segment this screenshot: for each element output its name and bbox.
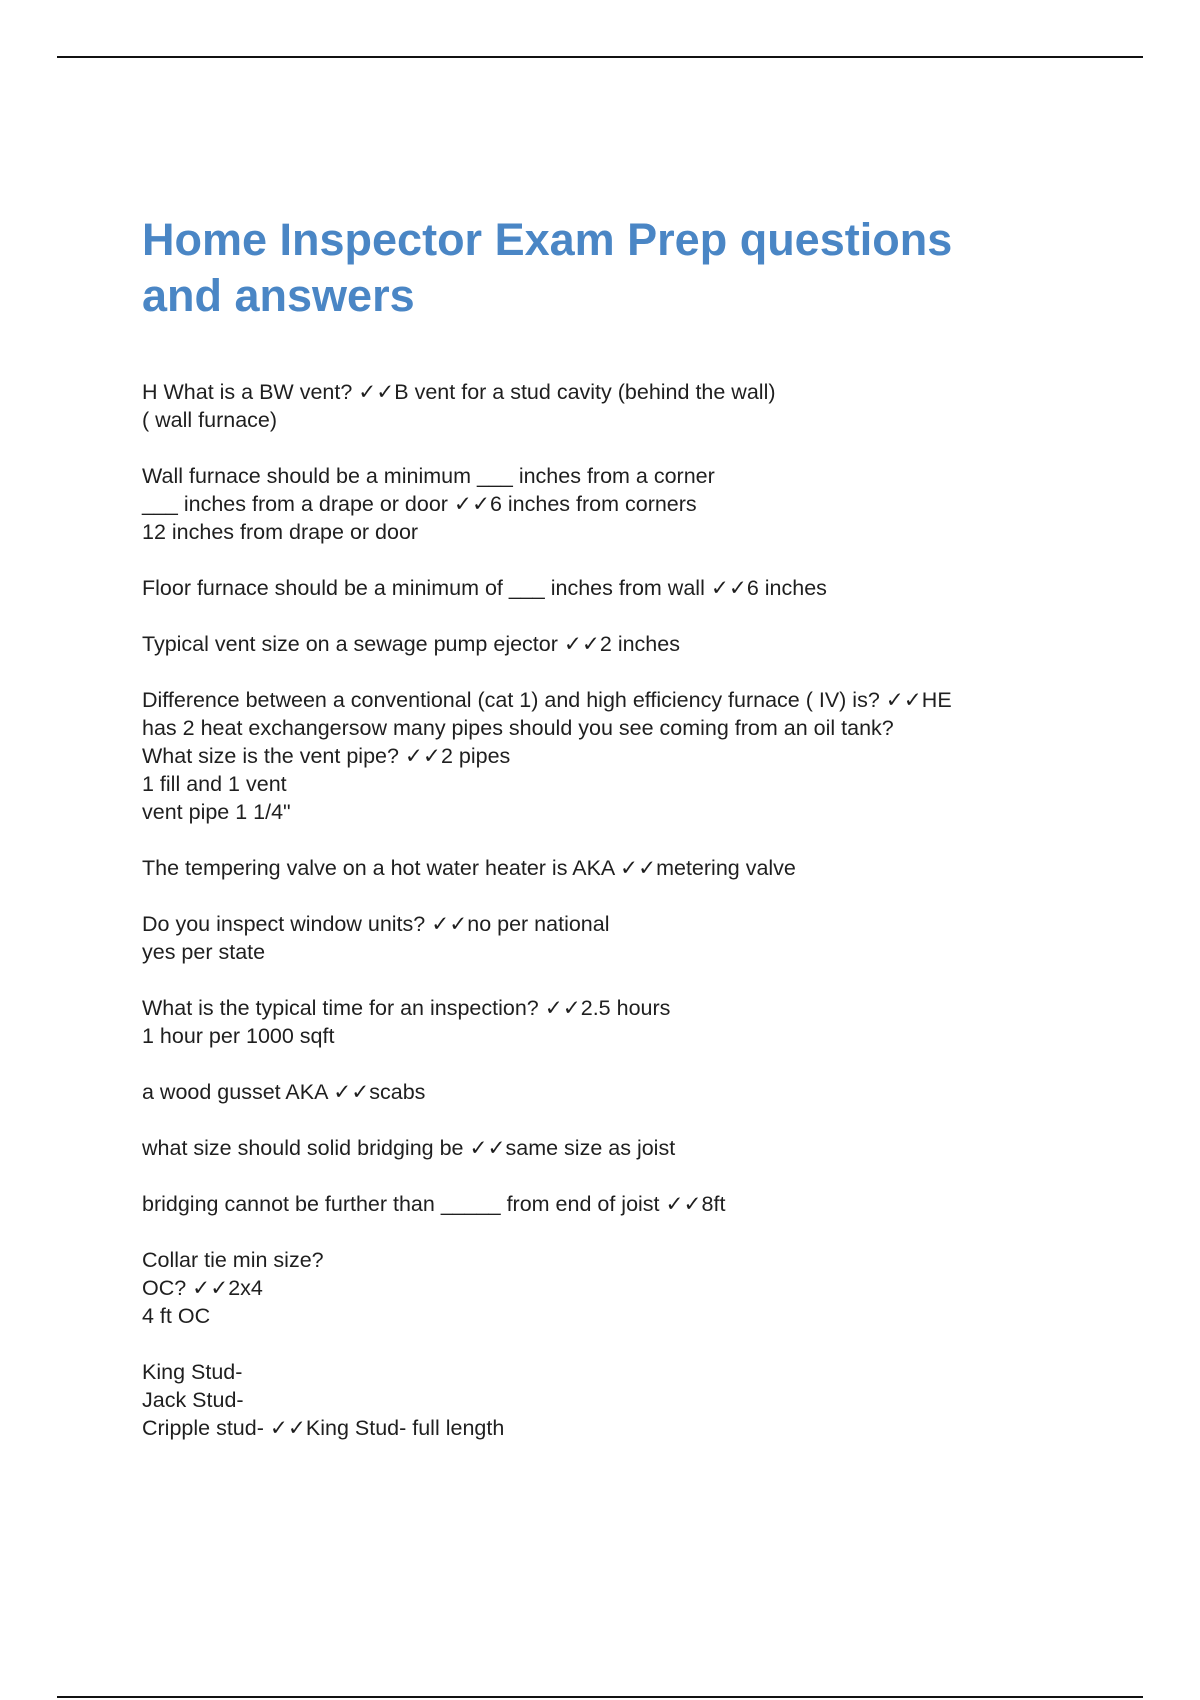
qa-line: The tempering valve on a hot water heater is AKA ✓✓metering valve [142, 856, 796, 880]
qa-entry [142, 1246, 1082, 1330]
page-title [142, 212, 1082, 324]
qa-line: Floor furnace should be a minimum of ___ inches from wall ✓✓6 inches [142, 576, 827, 600]
qa-line: ( wall furnace) [142, 408, 278, 432]
qa-line: Do you inspect window units? ✓✓no per national [142, 912, 610, 936]
title-line: and answers [142, 270, 415, 321]
qa-line: has 2 heat exchangersow many pipes should you see coming from an oil tank? [142, 716, 894, 740]
qa-line: OC? ✓✓2x4 [142, 1276, 263, 1300]
qa-entry [142, 1078, 1082, 1106]
qa-entry [142, 462, 1082, 546]
qa-line: yes per state [142, 940, 266, 964]
qa-entry [142, 378, 1082, 434]
qa-line: 4 ft OC [142, 1304, 211, 1328]
qa-line: Typical vent size on a sewage pump ejector ✓✓2 inches [142, 632, 680, 656]
qa-line: Jack Stud- [142, 1388, 244, 1412]
qa-line: Cripple stud- ✓✓King Stud- full length [142, 1416, 505, 1440]
qa-line: What size is the vent pipe? ✓✓2 pipes [142, 744, 511, 768]
qa-entry [142, 1134, 1082, 1162]
qa-line: What is the typical time for an inspection? ✓✓2.5 hours [142, 996, 671, 1020]
bottom-rule [57, 1696, 1143, 1698]
qa-entry [142, 574, 1082, 602]
qa-line: H What is a BW vent? ✓✓B vent for a stud cavity (behind the wall) [142, 380, 776, 404]
qa-entry [142, 1190, 1082, 1218]
qa-line: Wall furnace should be a minimum ___ inches from a corner [142, 464, 715, 488]
qa-line: what size should solid bridging be ✓✓same size as joist [142, 1136, 676, 1160]
qa-entry [142, 1358, 1082, 1442]
qa-entry [142, 686, 1082, 826]
qa-line: 1 fill and 1 vent [142, 772, 287, 796]
qa-list [142, 378, 1082, 1442]
qa-entry [142, 994, 1082, 1050]
qa-entry [142, 854, 1082, 882]
title-line: Home Inspector Exam Prep questions [142, 214, 953, 265]
qa-line: a wood gusset AKA ✓✓scabs [142, 1080, 426, 1104]
qa-entry [142, 910, 1082, 966]
qa-line: vent pipe 1 1/4" [142, 800, 291, 824]
qa-line: 1 hour per 1000 sqft [142, 1024, 335, 1048]
qa-line: King Stud- [142, 1360, 243, 1384]
document-body [142, 212, 1082, 1470]
qa-entry [142, 630, 1082, 658]
top-rule [57, 56, 1143, 58]
qa-line: bridging cannot be further than _____ from end of joist ✓✓8ft [142, 1192, 726, 1216]
qa-line: 12 inches from drape or door [142, 520, 419, 544]
qa-line: Collar tie min size? [142, 1248, 324, 1272]
qa-line: Difference between a conventional (cat 1) and high efficiency furnace ( IV) is? ✓✓HE [142, 688, 952, 712]
qa-line: ___ inches from a drape or door ✓✓6 inches from corners [142, 492, 697, 516]
